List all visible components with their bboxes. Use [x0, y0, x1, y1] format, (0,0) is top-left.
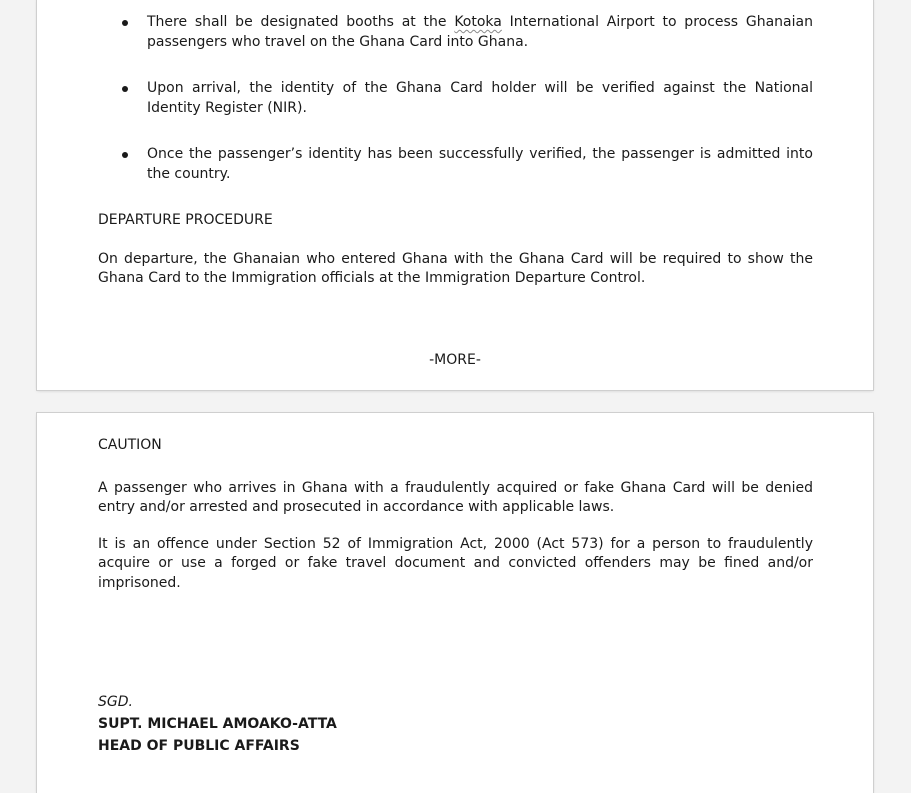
document-page-2 [37, 413, 873, 793]
page-2-content [98, 436, 813, 757]
bullet-text-1a: There shall be designated booths at the [147, 14, 455, 30]
departure-heading: DEPARTURE PROCEDURE [98, 212, 273, 228]
bullet-text-2: Upon arrival, the identity of the Ghana Card holder will be verified against the National Identity Register (NIR). [147, 80, 813, 116]
list-item [98, 145, 813, 184]
spellcheck-flagged-word[interactable]: Kotoka [454, 14, 502, 30]
list-item [98, 13, 813, 52]
signatory-title: HEAD OF PUBLIC AFFAIRS [98, 738, 300, 754]
more-marker: -MORE- [429, 352, 481, 368]
bullet-text-1b: International Airport to process Ghanaian passengers who travel on the Ghana Card into Ghana. [147, 14, 813, 50]
signatory-name: SUPT. MICHAEL AMOAKO-ATTA [98, 716, 337, 732]
caution-paragraph-1: A passenger who arrives in Ghana with a fraudulently acquired or fake Ghana Card will be denied entry and/or arrested and prosecuted in accordance with applicable laws. [98, 479, 813, 515]
bullet-dot-icon [122, 152, 128, 158]
document-page-1 [37, 0, 873, 390]
caution-heading: CAUTION [98, 437, 162, 453]
departure-paragraph: On departure, the Ghanaian who entered Ghana with the Ghana Card will be required to show the Ghana Card to the Immigration officials at the Immigration Departure Control. [98, 250, 813, 286]
signed-marker: SGD. [98, 694, 133, 710]
arrival-bullet-list [98, 13, 813, 184]
list-item [98, 79, 813, 118]
signature-block [98, 691, 813, 757]
bullet-dot-icon [122, 86, 128, 92]
page-1-content [98, 13, 813, 289]
bullet-dot-icon [122, 20, 128, 26]
caution-paragraph-2: It is an offence under Section 52 of Immigration Act, 2000 (Act 573) for a person to fraudulently acquire or use a forged or fake travel document and convicted offenders may be fined and/or imprisoned. [98, 535, 813, 591]
bullet-text-3: Once the passenger’s identity has been successfully verified, the passenger is admitted into the country. [147, 146, 813, 182]
